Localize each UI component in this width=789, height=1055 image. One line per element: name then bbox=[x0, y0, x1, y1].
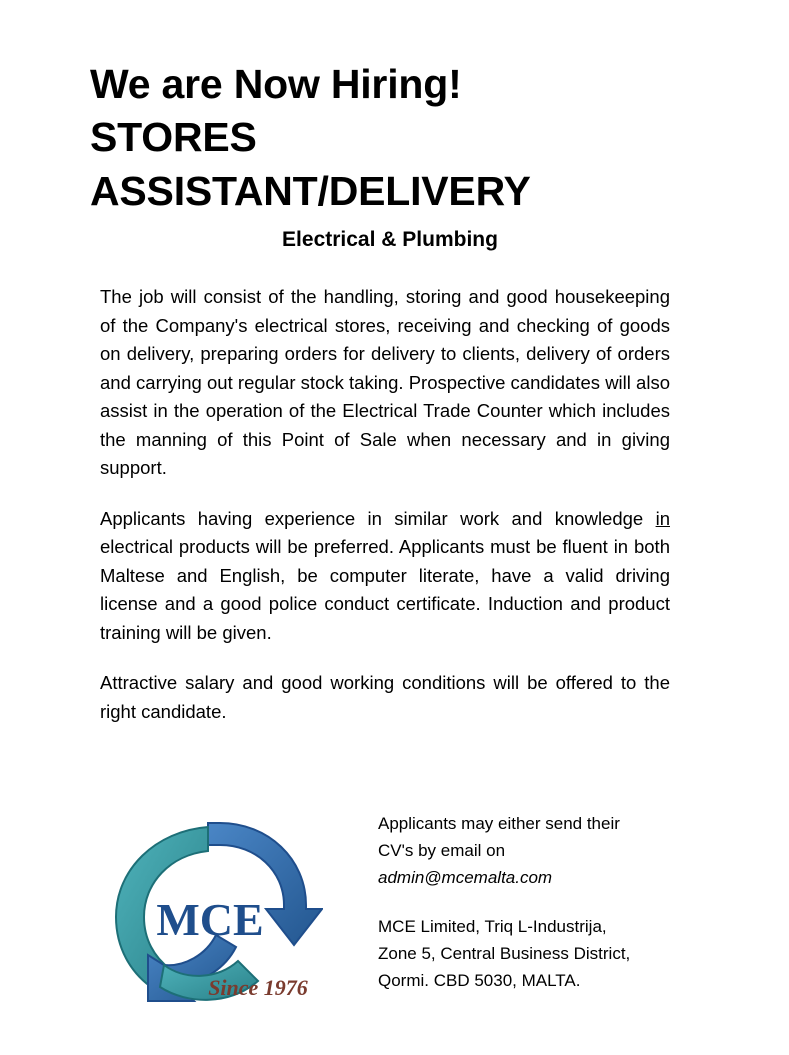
address-line-3: Qormi. CBD 5030, MALTA. bbox=[378, 971, 581, 990]
contact-email[interactable]: admin@mcemalta.com bbox=[378, 868, 553, 887]
address-line-1: MCE Limited, Triq L-Industrija, bbox=[378, 917, 607, 936]
headline-block bbox=[90, 58, 730, 218]
contact-spacer bbox=[378, 891, 698, 913]
mce-logo bbox=[108, 805, 323, 1020]
contact-intro-line-1: Applicants may either send their bbox=[378, 814, 620, 833]
headline-line-1: We are Now Hiring! bbox=[90, 61, 462, 107]
paragraph-offer: Attractive salary and good working conditions will be offered to the right candidate. bbox=[100, 672, 670, 722]
logo-tagline: Since 1976 bbox=[208, 975, 308, 1000]
contact-block bbox=[378, 810, 698, 994]
headline-line-2: STORES bbox=[90, 114, 257, 161]
headline-line-3: ASSISTANT/DELIVERY bbox=[90, 167, 531, 214]
mce-logo-icon bbox=[108, 805, 323, 1020]
subheading: Electrical & Plumbing bbox=[282, 228, 498, 251]
address-line-2: Zone 5, Central Business District, bbox=[378, 944, 631, 963]
job-description-body bbox=[100, 283, 670, 726]
paragraph-requirements: Applicants having experience in similar work and knowledge in electrical products will be preferred. Applicants must be fluent in both Maltese and English, be computer literate, have a valid driving license and a good police conduct certificate. Induction and product training will be given. bbox=[100, 507, 670, 643]
paragraph-duties: The job will consist of the handling, storing and good housekeeping of the Company's electrical stores, receiving and checking of goods on delivery, preparing orders for delivery to clients, delivery of orders and carrying out regular stock taking. Prospective candidates will also assist in the operation of the Electrical Trade Counter which includes the manning of this Point of Sale when necessary and in giving support. bbox=[100, 286, 670, 478]
logo-wordmark: MCE bbox=[156, 894, 264, 945]
contact-intro-line-2: CV's by email on bbox=[378, 841, 506, 860]
